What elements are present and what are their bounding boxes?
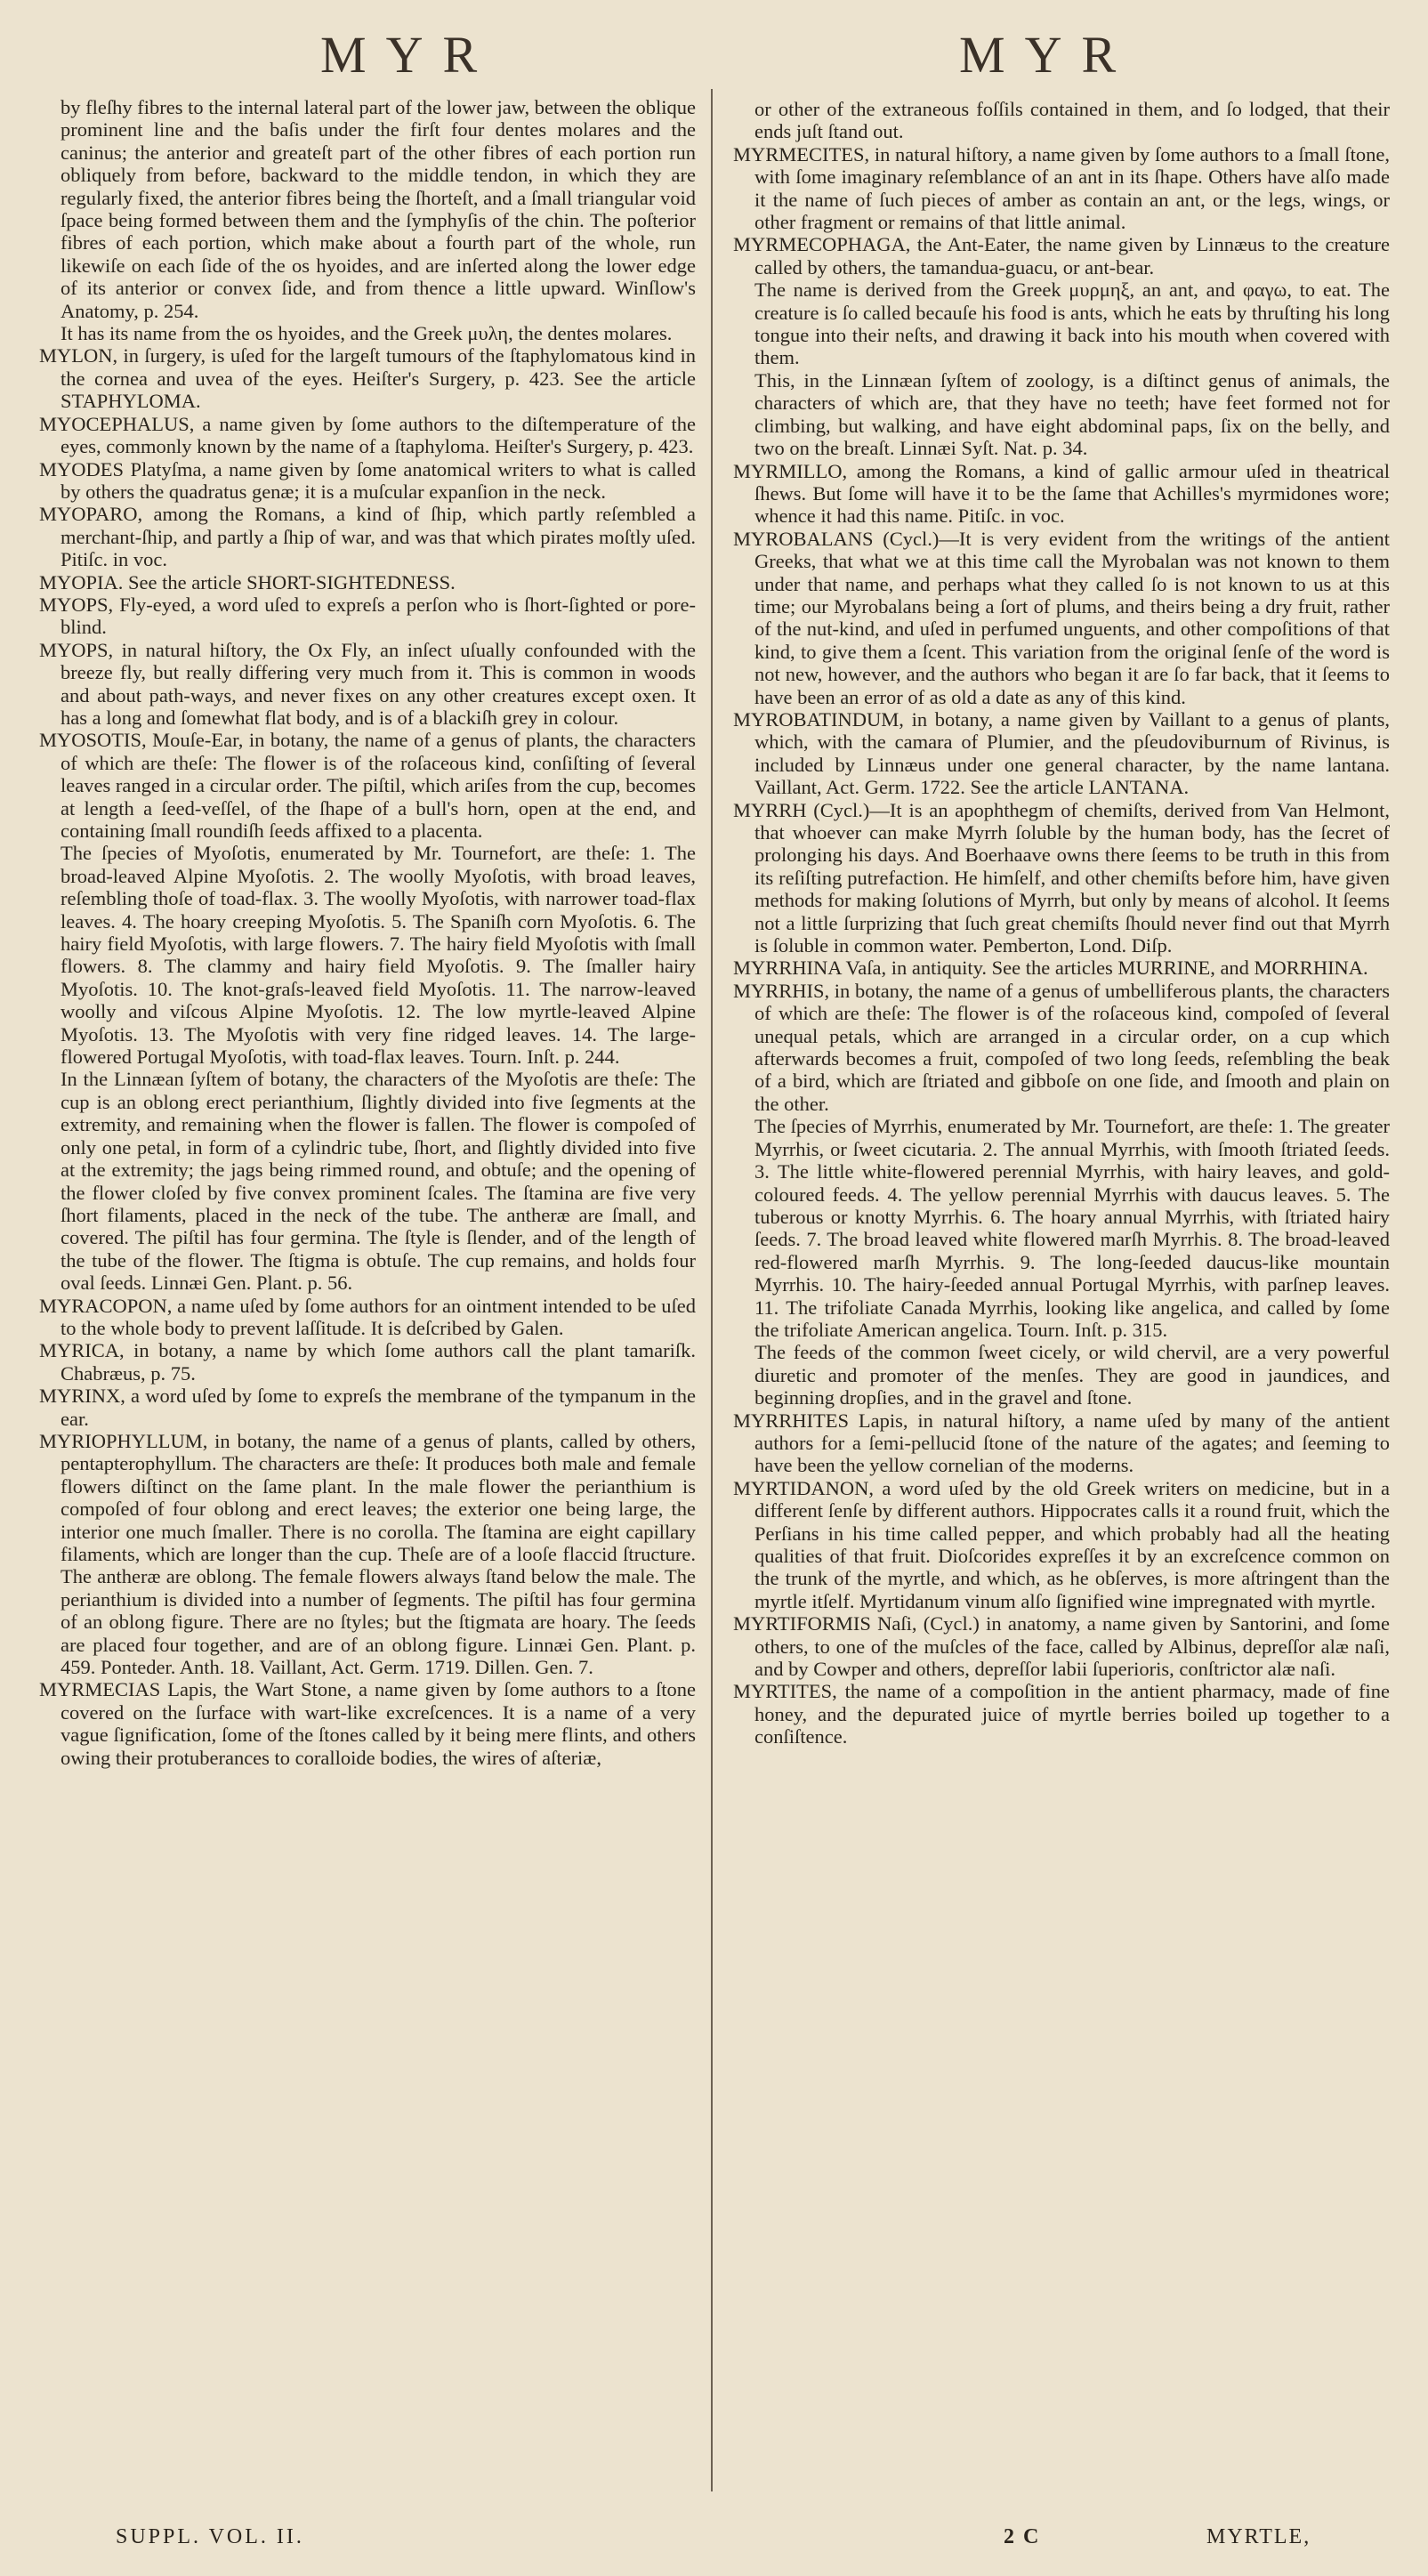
entry-paragraph: or other of the extraneous foſſils contained in them, and ſo lodged, that their ends juſt ſtand out.	[754, 98, 1390, 143]
dictionary-entry: MYRRH (Cycl.)—It is an apophthegm of chemiſts, derived from Van Helmont, that whoever can make Myrrh ſoluble by the human body, has the ſecret of prolonging his days. And Boerhaave owns there ſeems to be truth in this from its reſiſting putrefaction. He himſelf, and other chemiſts before him, have given methods for making ſolutions of Myrrh, but only by means of alcohol. It ſeems not a little ſurprizing that ſuch great chemiſts ſhould never find out that Myrrh is ſoluble in common water. Pemberton, Lond. Diſp.	[733, 798, 1390, 957]
dictionary-entry: MYRRHIS, in botany, the name of a genus of umbelliferous plants, the characters of which are theſe: The flower is of the roſaceous kind, compoſed of ſeveral unequal petals, which are arranged in a circular order, on a cup which afterwards becomes a fruit, compoſed of two long ſeeds, reſembling the beak of a bird, which are ſtriated and gibboſe on one ſide, and ſmooth and plain on the other.	[733, 979, 1390, 1115]
dictionary-entry: MYRMILLO, among the Romans, a kind of gallic armour uſed in theatrical ſhews. But ſome will have it to be the ſame that Achilles's myrmidones wore; whence it had this name. Pitiſc. in voc.	[733, 459, 1390, 528]
entry-paragraph: In the Linnæan ſyſtem of botany, the characters of the Myoſotis are theſe: The cup is an oblong erect perianthium, ſlightly divided into five ſegments at the extremity, and remaining when the flower is fallen. The flower is compoſed of only one petal, in form of a cylindric tube, ſhort, and ſlightly divided into five at the extremity; the jags being rimmed round, and obtuſe; and the opening of the flower cloſed by five convex prominent ſcales. The ſtamina are five very ſhort filaments, placed in the neck of the tube. The antheræ are ſmall, and covered. The piſtil has four germina. The ſtyle is ſlender, and of the length of the tube of the flower. The ſtigma is obtuſe. The cup remains, and holds four oval ſeeds. Linnæi Gen. Plant. p. 56.	[61, 1068, 696, 1295]
dictionary-entry: MYRINX, a word uſed by ſome to expreſs the membrane of the tympanum in the ear.	[39, 1385, 696, 1430]
column-divider	[711, 89, 713, 2491]
dictionary-entry: MYRTIDANON, a word uſed by the old Greek writers on medicine, but in a different ſenſe by different authors. Hippocrates calls it a round fruit, which the Perſians in his time called pepper, and which probably had all the heating qualities of that fruit. Dioſcorides expreſſes it by an excreſcence common on the trunk of the myrtle, and which, as he obſerves, is more aſtringent than the myrtle itſelf. Myrtidanum vinum alſo ſignified wine impregnated with myrtle.	[733, 1476, 1390, 1612]
running-head-right: MYR	[959, 26, 1136, 84]
dictionary-entry: MYLON, in ſurgery, is uſed for the largeſt tumours of the ſtaphylomatous kind in the cornea and uvea of the eyes. Heiſter's Surgery, p. 423. See the article STAPHYLOMA.	[39, 344, 696, 413]
dictionary-entry: MYRMECOPHAGA, the Ant-Eater, the name given by Linnæus to the creature called by others, the tamandua-guacu, or ant-bear.	[733, 233, 1390, 279]
sheet-signature: 2 C	[1004, 2525, 1041, 2548]
dictionary-entry: MYOPS, Fly-eyed, a word uſed to expreſs a perſon who is ſhort-ſighted or pore-blind.	[39, 593, 696, 639]
running-head-left: MYR	[320, 26, 497, 84]
dictionary-entry: MYRIOPHYLLUM, in botany, the name of a genus of plants, called by others, pentapterophyllum. The characters are theſe: It produces both male and female flowers diſtinct on the ſame plant. In the male flower the perianthium is compoſed of four oblong and erect leaves; the exterior one being large, the interior one much ſmaller. There is no corolla. The ſtamina are eight capillary filaments, which are longer than the cup. Theſe are of a looſe flaccid ſtructure. The antheræ are oblong. The female flowers always ſtand below the male. The perianthium is divided into a number of ſegments. The piſtil has four germina of an oblong figure. There are no ſtyles; but the ſtigmata are hoary. The ſeeds are placed four together, and are of an oblong figure. Linnæi Gen. Plant. p. 459. Ponteder. Anth. 18. Vaillant, Act. Germ. 1719. Dillen. Gen. 7.	[39, 1429, 696, 1679]
dictionary-entry: MYRMECIAS Lapis, the Wart Stone, a name given by ſome authors to a ſtone covered on the ſurface with wart-like excreſcences. It is a name of a very vague ſignification, ſome of the ſtones called by it being mere flints, and others owing their protuberances to coralloide bodies, the wires of aſteriæ,	[39, 1678, 696, 1769]
dictionary-entry: MYRACOPON, a name uſed by ſome authors for an ointment intended to be uſed to the whole body to prevent laſſitude. It is deſcribed by Galen.	[39, 1294, 696, 1339]
entry-paragraph: This, in the Linnæan ſyſtem of zoology, is a diſtinct genus of animals, the characters of which are, that they have no teeth; have feet formed not for climbing, but walking, and have eight abdominal paps, ſix on the belly, and two on the breaſt. Linnæi Syſt. Nat. p. 34.	[754, 368, 1390, 460]
right-column	[733, 98, 1390, 1748]
dictionary-entry: MYRMECITES, in natural hiſtory, a name given by ſome authors to a ſmall ſtone, with ſome imaginary reſemblance of an ant in its ſhape. Others have alſo made it the name of ſuch pieces of amber as contain an ant, or the legs, wings, or other fragment or remains of that little animal.	[733, 142, 1390, 234]
volume-signature: SUPPL. VOL. II.	[116, 2525, 304, 2548]
entry-paragraph: It has its name from the os hyoides, and the Greek μυλη, the dentes molares.	[61, 322, 673, 345]
dictionary-entry: MYOPARO, among the Romans, a kind of ſhip, which partly reſembled a merchant-ſhip, and partly a ſhip of war, and was that which pirates moſtly uſed. Pitiſc. in voc.	[39, 503, 696, 571]
dictionary-entry: MYOPS, in natural hiſtory, the Ox Fly, an inſect uſually confounded with the breeze fly, but really differing very much from it. This is common in woods and about path-ways, and never fixes on any other creatures except oxen. It has a long and ſomewhat flat body, and is of a blackiſh grey in colour.	[39, 638, 696, 729]
left-column	[39, 96, 696, 1769]
dictionary-entry: MYOCEPHALUS, a name given by ſome authors to the diſtemperature of the eyes, commonly known by the name of a ſtaphyloma. Heiſter's Surgery, p. 423.	[39, 412, 696, 458]
entry-paragraph: The feeds of the common ſweet cicely, or wild chervil, are a very powerful diuretic and promoter of the menſes. They are good in jaundices, and beginning dropſies, and in the gravel and ſtone.	[754, 1341, 1390, 1409]
dictionary-entry: MYRTIFORMIS Naſi, (Cycl.) in anatomy, a name given by Santorini, and ſome others, to one of the muſcles of the face, called by Albinus, depreſſor alæ naſi, and by Cowper and others, depreſſor labii ſuperioris, conſtrictor alæ naſi.	[733, 1612, 1390, 1681]
dictionary-entry: MYROBALANS (Cycl.)—It is very evident from the writings of the antient Greeks, that what we at this time call the Myrobalan was not known to them under that name, and perhaps what they called ſo is not known to us at this time; our Myrobalans being a ſort of plums, and theirs being a dry fruit, rather of the nut-kind, and uſed in perfumed unguents, and other compoſitions of that kind, to give them a ſcent. This variation from the original ſenſe of the word is not new, however, and the authors who began it are ſo far back, that it ſeems to have been an error of as old a date as any of this kind.	[733, 527, 1390, 708]
entry-paragraph: The ſpecies of Myrrhis, enumerated by Mr. Tournefort, are theſe: 1. The greater Myrrhis, or ſweet cicutaria. 2. The annual Myrrhis, with ſmooth ſtriated ſeeds. 3. The little white-flowered perennial Myrrhis, with hairy leaves, and gold-coloured feeds. 4. The yellow perennial Myrrhis with daucus leaves. 5. The tuberous or knotty Myrrhis. 6. The hoary annual Myrrhis, with ſtriated hairy ſeeds. 7. The broad leaved white flowered marſh Myrrhis. 8. The broad-leaved red-flowered marſh Myrrhis. 9. The long-ſeeded daucus-like mountain Myrrhis. 10. The hairy-ſeeded annual Portugal Myrrhis, with parſnep leaves. 11. The trifoliate Canada Myrrhis, looking like angelica, and called by ſome the trifoliate American angelica. Tourn. Inſt. p. 315.	[754, 1115, 1390, 1341]
dictionary-entry: MYRTITES, the name of a compoſition in the antient pharmacy, made of fine honey, and the depurated juice of myrtle berries boiled up together to a conſiſtence.	[733, 1680, 1390, 1748]
dictionary-entry: MYRICA, in botany, a name by which ſome authors call the plant tamariſk. Chabræus, p. 75.	[39, 1339, 696, 1385]
dictionary-entry: MYOPIA. See the article SHORT-SIGHTEDNESS.	[39, 570, 456, 594]
entry-paragraph: The ſpecies of Myoſotis, enumerated by Mr. Tournefort, are theſe: 1. The broad-leaved Alpine Myoſotis. 2. The woolly Myoſotis, with broad leaves, reſembling thoſe of toad-flax. 3. The woolly Myoſotis, with narrower toad-flax leaves. 4. The hoary creeping Myoſotis. 5. The Spaniſh corn Myoſotis. 6. The hairy field Myoſotis, with large flowers. 7. The hairy field Myoſotis with ſmall flowers. 8. The clammy and hairy field Myoſotis. 9. The ſmaller hairy Myoſotis. 10. The knot-graſs-leaved field Myoſotis. 11. The narrow-leaved woolly and viſcous Alpine Myoſotis. 12. The low myrtle-leaved Alpine Myoſotis. 13. The Myoſotis with very fine ridged leaves. 14. The large-flowered Portugal Myoſotis, with toad-flax leaves. Tourn. Inſt. p. 244.	[61, 842, 696, 1069]
dictionary-entry: MYROBATINDUM, in botany, a name given by Vaillant to a genus of plants, which, with the camara of Plumier, and the pſeudoviburnum of Rivinus, is included by Linnæus under one general character, by the name lantana. Vaillant, Act. Germ. 1722. See the article LANTANA.	[733, 707, 1390, 799]
dictionary-entry: MYOSOTIS, Mouſe-Ear, in botany, the name of a genus of plants, the characters of which are theſe: The flower is of the roſaceous kind, conſiſting of ſeveral leaves ranged in a circular order. The piſtil, which ariſes from the cup, becomes at length a ſeed-veſſel, of the ſhape of a bull's horn, open at the end, and containing ſmall roundiſh ſeeds affixed to a placenta.	[39, 729, 696, 842]
catchword: MYRTLE,	[1206, 2525, 1311, 2548]
dictionary-entry: MYRRHITES Lapis, in natural hiſtory, a name uſed by many of the antient authors for a ſemi-pellucid ſtone of the nature of the agates; and ſeeming to have been the yellow cornelian of the moderns.	[733, 1409, 1390, 1477]
entry-paragraph: by fleſhy fibres to the internal lateral part of the lower jaw, between the oblique prominent line and the baſis under the firſt four dentes molares and the caninus; the anterior and greateſt part of the other fibres of each portion run obliquely from before, backward to the middle tendon, in which they are regularly fixed, the anterior fibres being the ſhorteſt, and a ſmall triangular void ſpace being formed between them and the ſymphyſis of the chin. The poſterior fibres of each portion, which make about a fourth part of the whole, run likewiſe on each ſide of the os hyoides, and are inſerted along the lower edge of its anterior or convex ſide, and from thence a little upward. Winſlow's Anatomy, p. 254.	[61, 96, 696, 322]
entry-paragraph: The name is derived from the Greek μυρμηξ, an ant, and φαγω, to eat. The creature is ſo called becauſe his food is ants, which he eats by thruſting his long tongue into their neſts, and drawing it back into his mouth when covered with them.	[754, 279, 1390, 369]
dictionary-entry: MYODES Platyſma, a name given by ſome anatomical writers to what is called by others the quadratus genæ; it is a muſcular expanſion in the neck.	[39, 457, 696, 503]
dictionary-entry: MYRRHINA Vaſa, in antiquity. See the articles MURRINE, and MORRHINA.	[733, 957, 1368, 980]
